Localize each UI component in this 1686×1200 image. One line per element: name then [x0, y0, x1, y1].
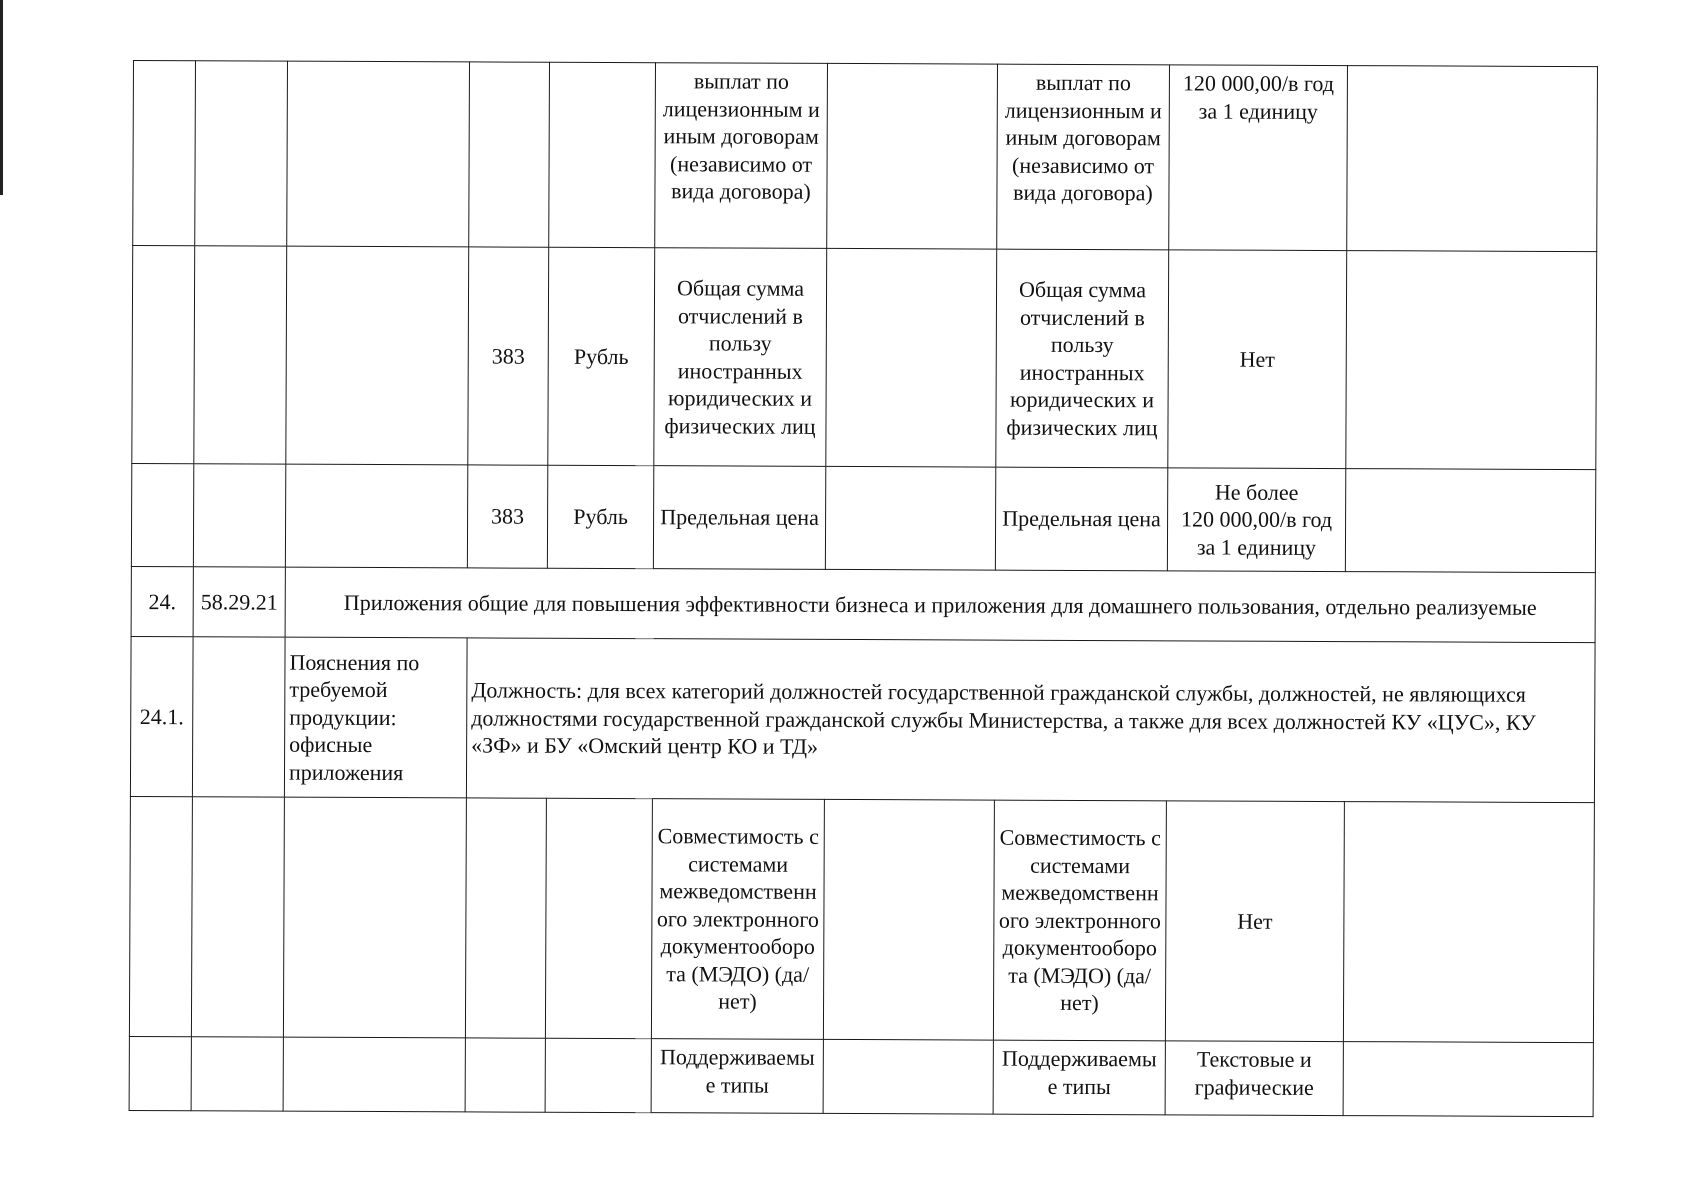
- subsection-label: Пояснения по требуемой продукции: офисные приложения: [284, 637, 467, 798]
- value-line: Не более: [1214, 479, 1299, 505]
- cell-characteristic: Предельная цена: [653, 466, 825, 570]
- cell-characteristic-2: Общая сумма отчислений в пользу иностранных юридических и физических лиц: [996, 249, 1169, 468]
- cell-value: Нет: [1165, 801, 1344, 1042]
- value-line: 120 000,00/в год: [1181, 506, 1333, 533]
- cell-value-approved: [823, 1039, 993, 1114]
- cell-okei-code: 383: [468, 247, 549, 465]
- cell-product-name: [287, 61, 470, 247]
- cell-characteristic-2: Поддерживаемые типы: [993, 1040, 1165, 1115]
- cell-okei-code: [465, 798, 546, 1038]
- cell-product-name: [285, 464, 467, 568]
- table-row: [129, 796, 1594, 1042]
- cell-justification: [1343, 802, 1594, 1043]
- cell-number: [129, 796, 192, 1036]
- section-okpd: 58.29.21: [193, 567, 285, 637]
- value-line: за 1 единицу: [1196, 534, 1317, 560]
- table-row: [129, 1036, 1593, 1116]
- cell-product-name: [283, 797, 466, 1038]
- cell-value-approved: [827, 63, 998, 249]
- cell-unit: [549, 62, 656, 247]
- cell-okei-code: [465, 1038, 545, 1112]
- cell-characteristic: выплат по лицензионным и иным договорам (независимо от вида договора): [655, 63, 828, 249]
- table-row: [133, 61, 1598, 252]
- cell-characteristic: Совместимость с системами межведомственного электронного документооборота (МЭДО) (да/нет): [651, 799, 824, 1040]
- cell-value: [1167, 468, 1345, 572]
- cell-okpd: [192, 637, 285, 797]
- document-table-wrapper: [129, 60, 1597, 1117]
- cell-justification: [1347, 66, 1598, 252]
- cell-unit: Рубль: [548, 247, 655, 465]
- cell-value: Текстовые и графические: [1165, 1041, 1343, 1116]
- cell-characteristic-2: Предельная цена: [995, 467, 1167, 571]
- cell-number: [131, 463, 193, 566]
- cell-unit: Рубль: [547, 465, 653, 568]
- cell-value: Нет: [1168, 250, 1347, 469]
- subsection-row: [130, 636, 1595, 802]
- table-row: [131, 463, 1595, 572]
- cell-product-name: [286, 246, 469, 465]
- cell-okpd: [194, 246, 287, 464]
- cell-characteristic: Общая сумма отчислений в пользу иностранных юридических и физических лиц: [654, 248, 827, 467]
- cell-justification: [1346, 251, 1597, 470]
- section-title: Приложения общие для повышения эффективности бизнеса и приложения для домашнего пользования, отдельно реализуемые: [285, 567, 1595, 642]
- cell-characteristic-2: Совместимость с системами межведомственного электронного документооборота (МЭДО) (да/нет): [993, 800, 1166, 1041]
- cell-value-approved: [823, 799, 994, 1040]
- section-row: [131, 566, 1595, 642]
- subsection-number: 24.1.: [130, 636, 193, 796]
- cell-product-name: [283, 1037, 465, 1112]
- cell-characteristic-2: выплат по лицензионным и иным договорам (независимо от вида договора): [997, 64, 1170, 250]
- cell-number: [132, 246, 195, 464]
- table-row: [132, 246, 1597, 470]
- cell-characteristic: Поддерживаемые типы: [651, 1039, 823, 1114]
- cell-okpd: [191, 797, 284, 1037]
- cell-okei-code: 383: [467, 465, 547, 568]
- cell-okei-code: [469, 62, 550, 247]
- cell-value-approved: [825, 466, 995, 570]
- cell-value-approved: [826, 248, 997, 467]
- requirements-table: [129, 60, 1598, 1117]
- cell-okpd: [195, 61, 288, 246]
- cell-okpd: [193, 464, 285, 567]
- cell-unit: [545, 1038, 651, 1112]
- cell-number: [133, 61, 196, 246]
- subsection-description: Должность: для всех категорий должностей государственной гражданской службы, должностей, не являющихся должностями государственной гражданской службы Министерства, а также для всех должностей КУ «ЦУС», КУ «ЗФ» и БУ «Омский центр КО и ТД»: [466, 638, 1595, 803]
- cell-value: 120 000,00/в год за 1 единицу: [1169, 65, 1348, 251]
- cell-number: [129, 1036, 191, 1110]
- section-number: 24.: [131, 566, 193, 636]
- cell-justification: [1343, 1042, 1593, 1117]
- cell-okpd: [191, 1037, 283, 1111]
- scan-edge-mark: [0, 0, 3, 195]
- cell-unit: [545, 798, 652, 1038]
- cell-justification: [1345, 469, 1595, 573]
